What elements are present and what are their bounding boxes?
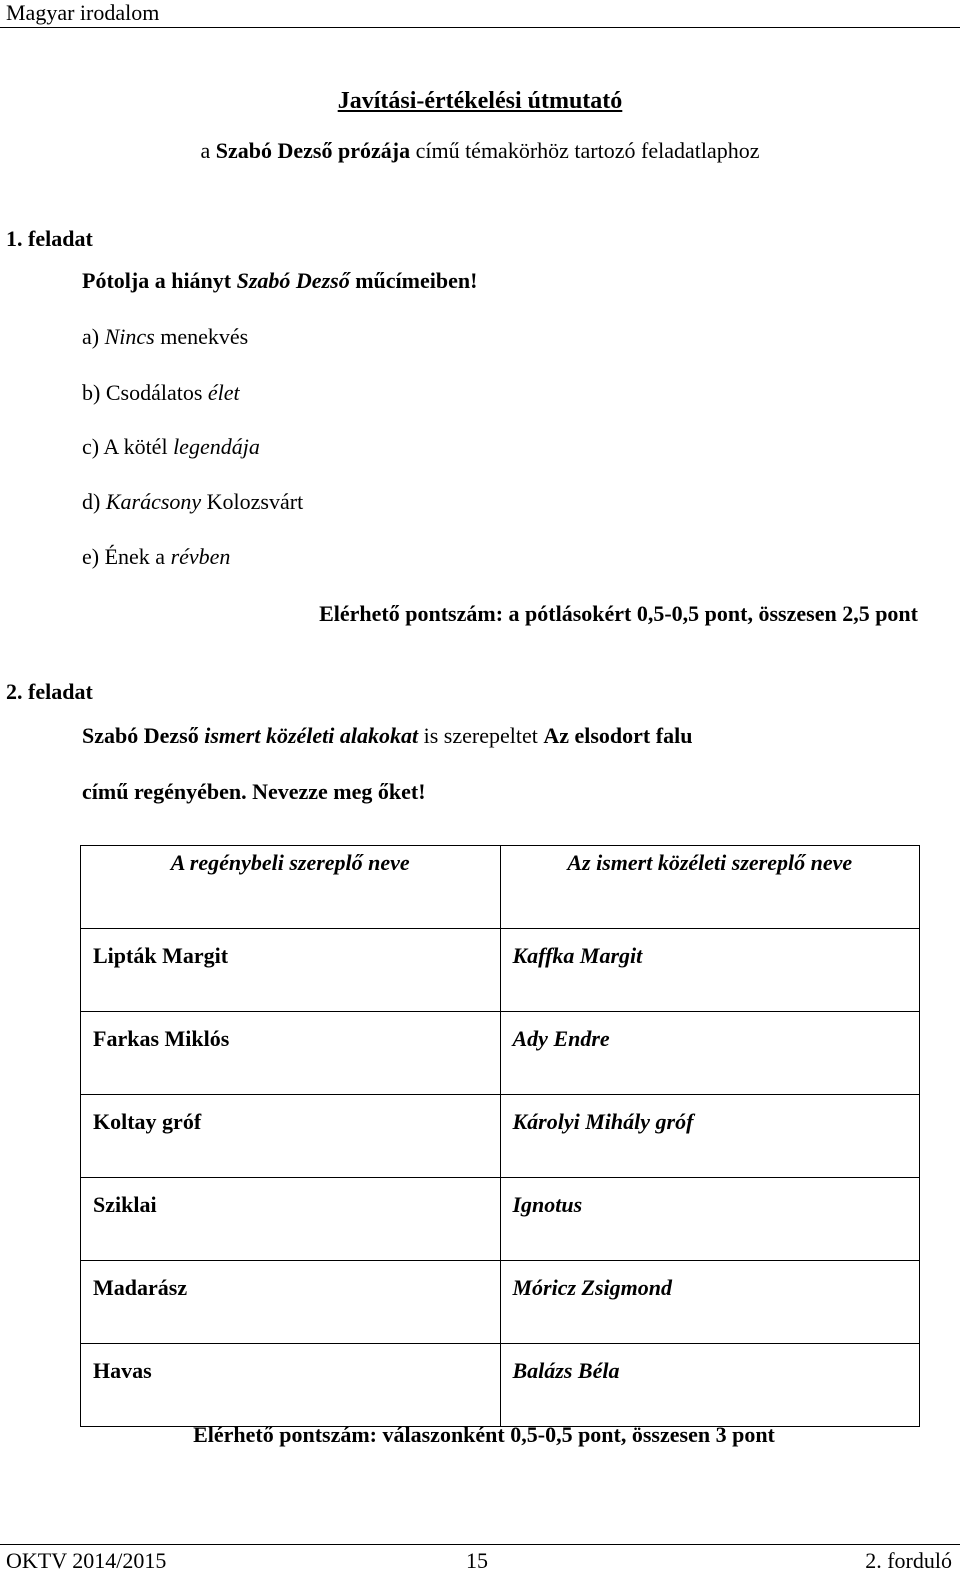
task1-answer-part: révben <box>170 544 231 569</box>
table-header-novel-character: A regénybeli szereplő neve <box>81 846 501 929</box>
table-header-public-figure: Az ismert közéleti szereplő neve <box>500 846 920 929</box>
task1-instruction <box>82 268 477 294</box>
task1-answer-part: legendája <box>173 434 260 459</box>
task1-answer-part: Nincs <box>104 324 155 349</box>
answer-table <box>80 845 920 1427</box>
public-figure-cell: Károlyi Mihály gróf <box>500 1095 920 1178</box>
task1-answer-letter: d) <box>82 489 106 514</box>
header-rule <box>0 27 960 28</box>
subtitle-pre: a <box>200 138 216 163</box>
footer-page-number: 15 <box>466 1548 488 1573</box>
task1-answer-letter: e) <box>82 544 105 569</box>
novel-character-cell: Havas <box>81 1344 501 1427</box>
task1-answer-item <box>82 544 230 570</box>
task1-answer-item <box>82 380 240 406</box>
task1-answer-part: Karácsony <box>105 489 202 514</box>
novel-character-cell: Sziklai <box>81 1178 501 1261</box>
task1-answer-part: A kötél <box>103 434 174 459</box>
task1-answer-part: menekvés <box>154 324 249 349</box>
task2-heading: 2. feladat <box>6 679 93 704</box>
task1-answer-item <box>82 434 260 460</box>
table-header-row <box>81 846 920 929</box>
novel-character-cell: Lipták Margit <box>81 929 501 1012</box>
novel-character-cell: Madarász <box>81 1261 501 1344</box>
public-figure-cell: Móricz Zsigmond <box>500 1261 920 1344</box>
footer-exam: OKTV 2014/2015 <box>6 1548 167 1573</box>
table-row <box>81 929 920 1012</box>
table-row <box>81 1012 920 1095</box>
task2-connector: is szerepeltet <box>418 723 544 748</box>
task1-answer-letter: a) <box>82 324 105 349</box>
header-title: Magyar irodalom <box>6 0 160 25</box>
table-row <box>81 1261 920 1344</box>
table-row <box>81 1095 920 1178</box>
task2-points: Elérhető pontszám: válaszonként 0,5-0,5 pont, összesen 3 pont <box>193 1422 775 1447</box>
task1-answer-item <box>82 489 303 515</box>
novel-character-cell: Koltay gróf <box>81 1095 501 1178</box>
task1-answer-letter: b) <box>82 380 106 405</box>
task1-answer-letter: c) <box>82 434 104 459</box>
task1-answer-part: Csodálatos <box>105 380 208 405</box>
public-figure-cell: Ignotus <box>500 1178 920 1261</box>
subtitle-post: című témakörhöz tartozó feladatlaphoz <box>410 138 760 163</box>
table-row <box>81 1178 920 1261</box>
public-figure-cell: Ady Endre <box>500 1012 920 1095</box>
document-subtitle <box>0 138 960 164</box>
task2-novel-title: Az elsodort falu <box>543 723 693 748</box>
task1-answer-part: Kolozsvárt <box>201 489 304 514</box>
task2-instruction-line2: című regényében. Nevezze meg őket! <box>82 779 426 804</box>
subtitle-topic: Szabó Dezső prózája <box>215 138 411 163</box>
task1-instruction-pre: Pótolja a hiányt <box>82 268 237 293</box>
task2-emphasis: ismert közéleti alakokat <box>204 723 419 748</box>
task2-instruction-line1 <box>82 723 692 749</box>
task1-answer-part: élet <box>207 380 240 405</box>
novel-character-cell: Farkas Miklós <box>81 1012 501 1095</box>
footer-round: 2. forduló <box>865 1548 952 1573</box>
task1-instruction-post: műcímeiben! <box>349 268 478 293</box>
document-title: Javítási-értékelési útmutató <box>337 88 623 114</box>
task1-heading: 1. feladat <box>6 226 93 251</box>
task1-answer-item <box>82 324 248 350</box>
task1-instruction-author: Szabó Dezső <box>236 268 350 293</box>
task2-author: Szabó Dezső <box>82 723 205 748</box>
table-row <box>81 1344 920 1427</box>
footer-rule <box>0 1544 960 1545</box>
task1-points: Elérhető pontszám: a pótlásokért 0,5-0,5 pont, összesen 2,5 pont <box>319 601 918 626</box>
public-figure-cell: Balázs Béla <box>500 1344 920 1427</box>
task1-answer-part: Ének a <box>104 544 171 569</box>
public-figure-cell: Kaffka Margit <box>500 929 920 1012</box>
